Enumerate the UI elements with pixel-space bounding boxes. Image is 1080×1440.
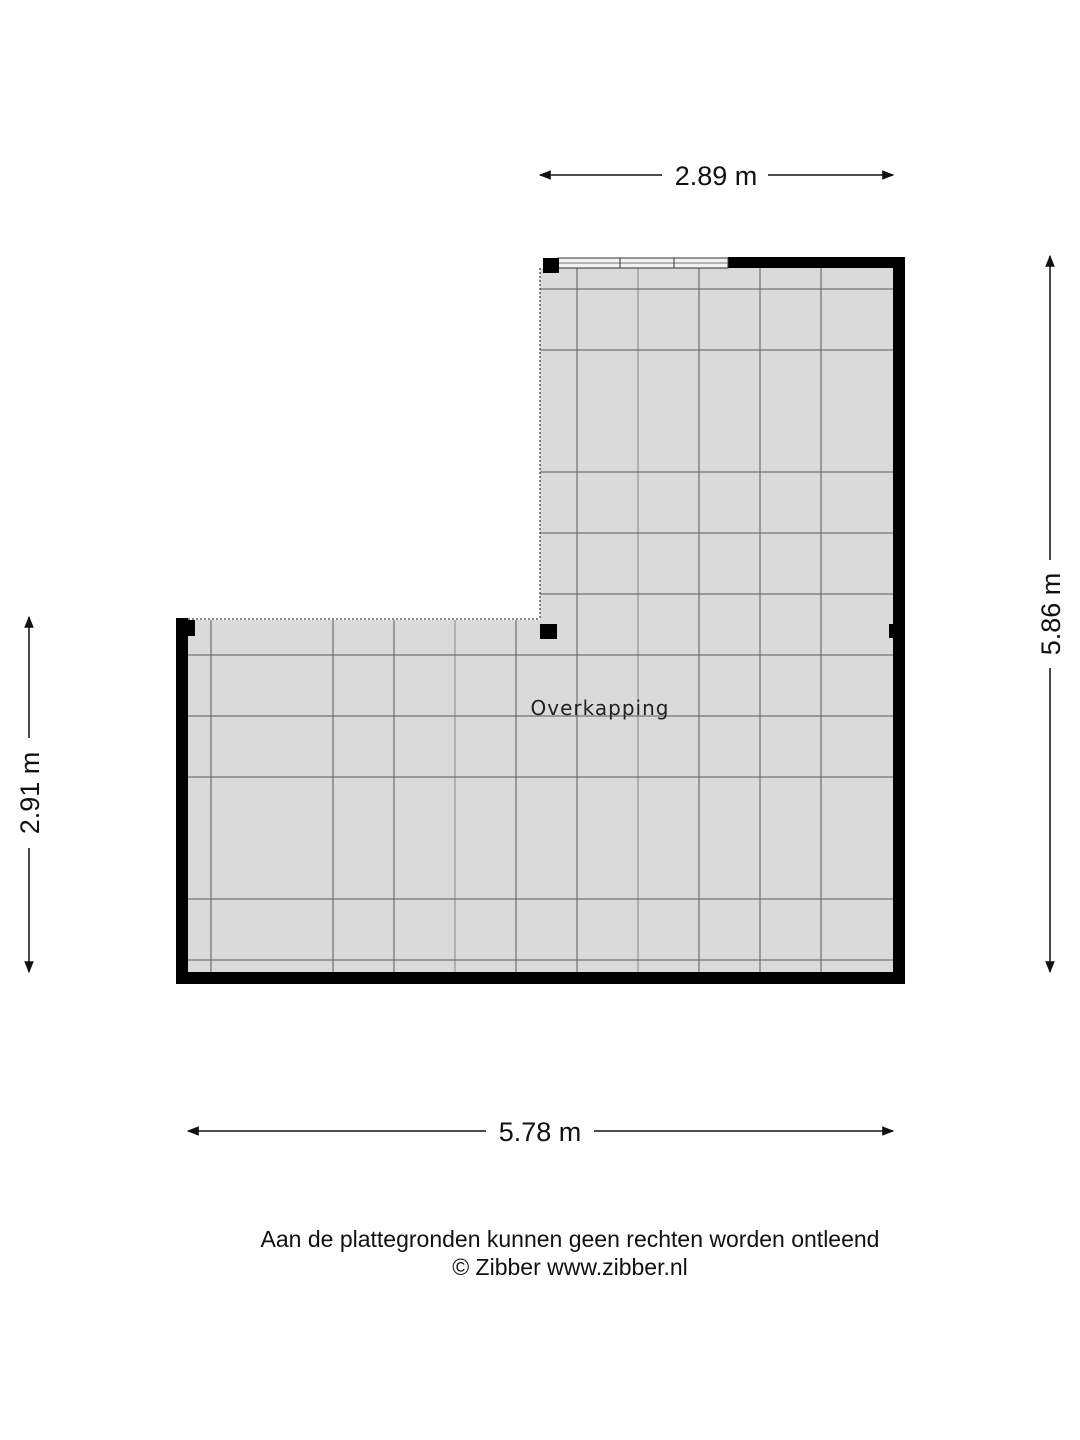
dimension-right (1036, 256, 1066, 972)
footer-disclaimer: Aan de plattegronden kunnen geen rechten worden ontleend (260, 1226, 880, 1252)
post-left (178, 620, 195, 636)
post-right (889, 624, 897, 638)
wall-right (893, 257, 905, 984)
post-center (540, 624, 557, 639)
room-label: Overkapping (530, 696, 670, 720)
wall-left (176, 618, 188, 984)
dimension-left (15, 617, 45, 972)
dimension-bottom (188, 1117, 893, 1147)
window (558, 258, 728, 268)
dimension-left-label: 2.91 m (15, 751, 45, 835)
post-top-left (543, 258, 559, 273)
dimension-right-label: 5.86 m (1036, 572, 1066, 656)
footer-copyright: © Zibber www.zibber.nl (452, 1254, 688, 1280)
dimension-top-label: 2.89 m (674, 161, 758, 191)
open-edge-dotted (188, 268, 540, 619)
dimension-top (540, 161, 893, 191)
wall-bottom (176, 972, 905, 984)
dimension-bottom-label: 5.78 m (498, 1117, 582, 1147)
wall-top (728, 257, 905, 268)
